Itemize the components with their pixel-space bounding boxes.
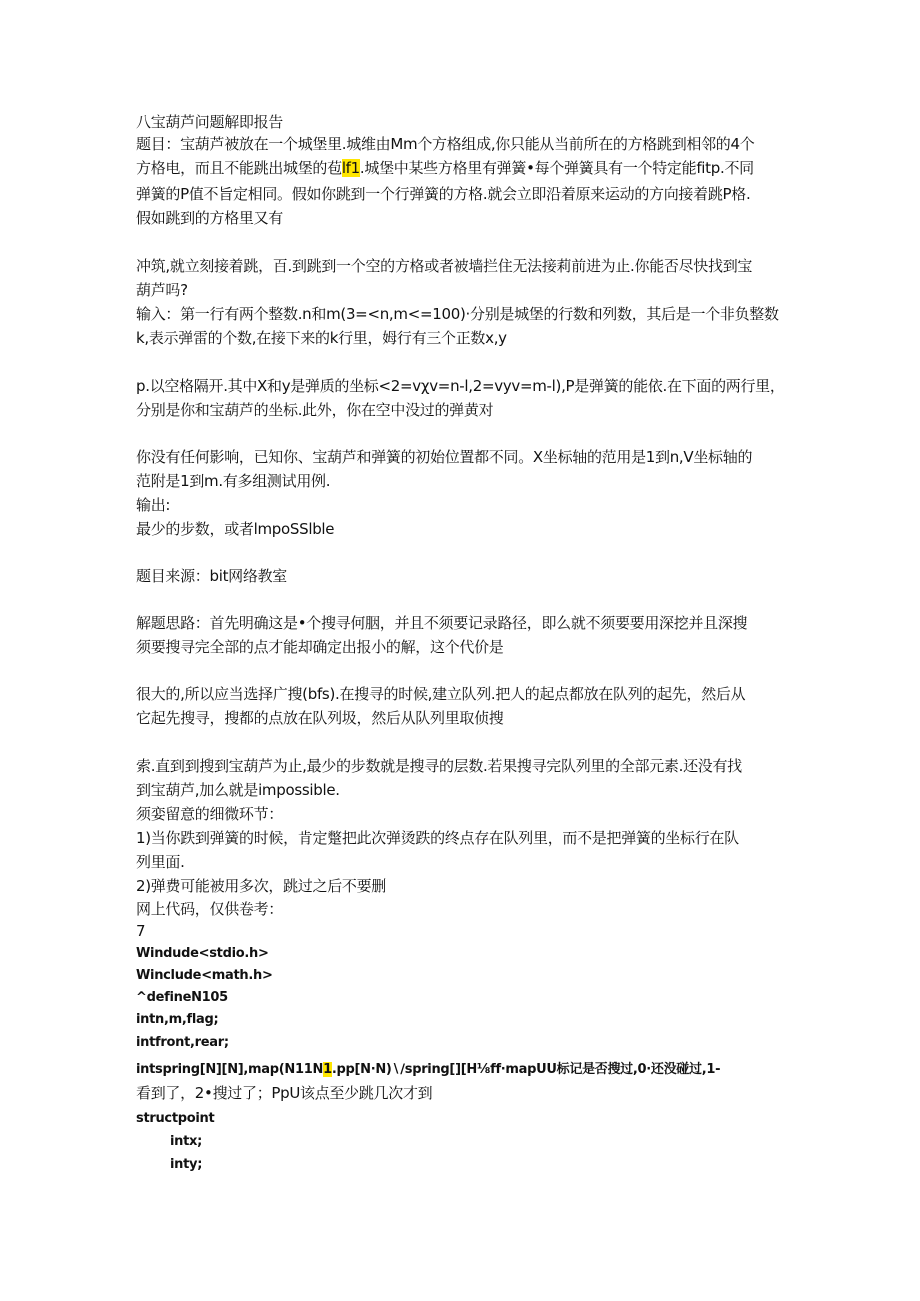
highlight-mark: 1 (323, 1062, 332, 1077)
code-segment: .pp[N·N)∖∕spring[][H⅛ff·mapUU标记是否搜过,0·还没碰过,1- (331, 1062, 721, 1077)
text-line: 看到了，2•搜过了；PpU该点至少跳几次才到 (136, 1084, 433, 1102)
text-line: 2)弹费可能被用多次，跳过之后不要删 (136, 877, 386, 895)
text-line: 须要搜寻完全部的点才能却确定出报小的解，这个代价是 (136, 638, 504, 656)
section-label: 输出: (136, 496, 171, 514)
text-line: 1)当你跌到弹簧的时候，肯定蹩把此次弹烫跌的终点存在队列里，而不是把弹簧的坐标行在队 (136, 829, 739, 847)
text-line-highlighted (136, 158, 754, 178)
code-line: intfront,rear; (136, 1035, 229, 1050)
text-segment: .城堡中某些方格里有弹簧•每个弹簧具有一个特定能fitp.不同 (359, 159, 754, 177)
text-line: 冲筑,就立刻接着跳，百.到跳到一个空的方格或者被墙拦住无法接莉前进为止.你能否尽快找到宝 (136, 257, 753, 275)
text-line: 它起先搜寻，搜都的点放在队列圾，然后从队列里取侦搜 (136, 709, 504, 727)
text-line: 题目：宝葫芦被放在一个城堡里.城维由Mm个方格组成,你只能从当前所在的方格跳到相邻的4个 (136, 135, 755, 153)
code-line: intx; (170, 1134, 203, 1149)
text-segment: 方格电，而且不能跳出城堡的苞 (136, 159, 342, 177)
code-line: intn,m,flag; (136, 1012, 219, 1027)
text-line: p.以空格隔开.其中X和y是弹质的坐标<2=vχv=n-l,2=vyv=m-l),P是弹簧的能依.在下面的两行里， (136, 377, 785, 395)
source-line: 题目来源：bit网络教室 (136, 567, 287, 585)
code-segment: intspring[N][N],map(N11N (136, 1062, 324, 1077)
code-line: Winclude<math.h> (136, 968, 273, 983)
highlight-mark: lf1 (341, 159, 360, 177)
text-line: 列里面. (136, 853, 185, 871)
code-line: structpoint (136, 1111, 215, 1126)
text-line: 网上代码，仅供卷考： (136, 900, 284, 918)
text-line: 最少的步数，或者lmpoSSlble (136, 520, 335, 538)
text-line: 到宝葫芦,加么就是impossible. (136, 781, 340, 799)
text-line: 范附是1到m.有多组测试用例. (136, 472, 331, 490)
doc-title: 八宝葫芦问题解即报告 (136, 113, 284, 131)
code-line: Windude<stdio.h> (136, 946, 269, 961)
text-line: k,表示弹雷的个数,在接下来的k行里，姆行有三个正数x,y (136, 329, 507, 347)
text-line: 葫芦吗? (136, 281, 188, 299)
text-line: 索.直到到搜到宝葫芦为止,最少的步数就是搜寻的层数.若果搜寻完队列里的全部元素.还没有找 (136, 757, 742, 775)
text-line: 你没有任何影响，已知你、宝葫芦和弹簧的初始位置都不同。X坐标轴的范用是1到n,V坐标轴的 (136, 448, 753, 466)
text-line: 弹簧的P值不旨定相同。假如你跳到一个行弹簧的方格.就会立即沿着原来运动的方向接着跳P格. (136, 185, 751, 203)
text-line: 解题思路：首先明确这是•个搜寻何胭，并且不须要记录路径，即么就不须要要用深挖并且深搜 (136, 614, 748, 632)
text-line: 7 (136, 922, 146, 940)
code-line: inty; (170, 1157, 203, 1172)
text-line: 假如跳到的方格里又有 (136, 209, 284, 227)
code-line-highlighted (136, 1060, 720, 1080)
text-line: 须娈留意的细微环节： (136, 805, 284, 823)
text-line: 输入：第一行有两个整数.n和m(3=<n,m<=100)·分别是城堡的行数和列数，其后是一个非负整数 (136, 305, 779, 323)
text-line: 很大的,所以应当选择广搜(bfs).在搜寻的时候,建立队列.把人的起点都放在队列的起先，然后从 (136, 685, 746, 703)
text-line: 分别是你和宝葫芦的坐标.此外，你在空中没过的弹黄对 (136, 401, 494, 419)
code-line: ^defineN105 (136, 990, 228, 1005)
